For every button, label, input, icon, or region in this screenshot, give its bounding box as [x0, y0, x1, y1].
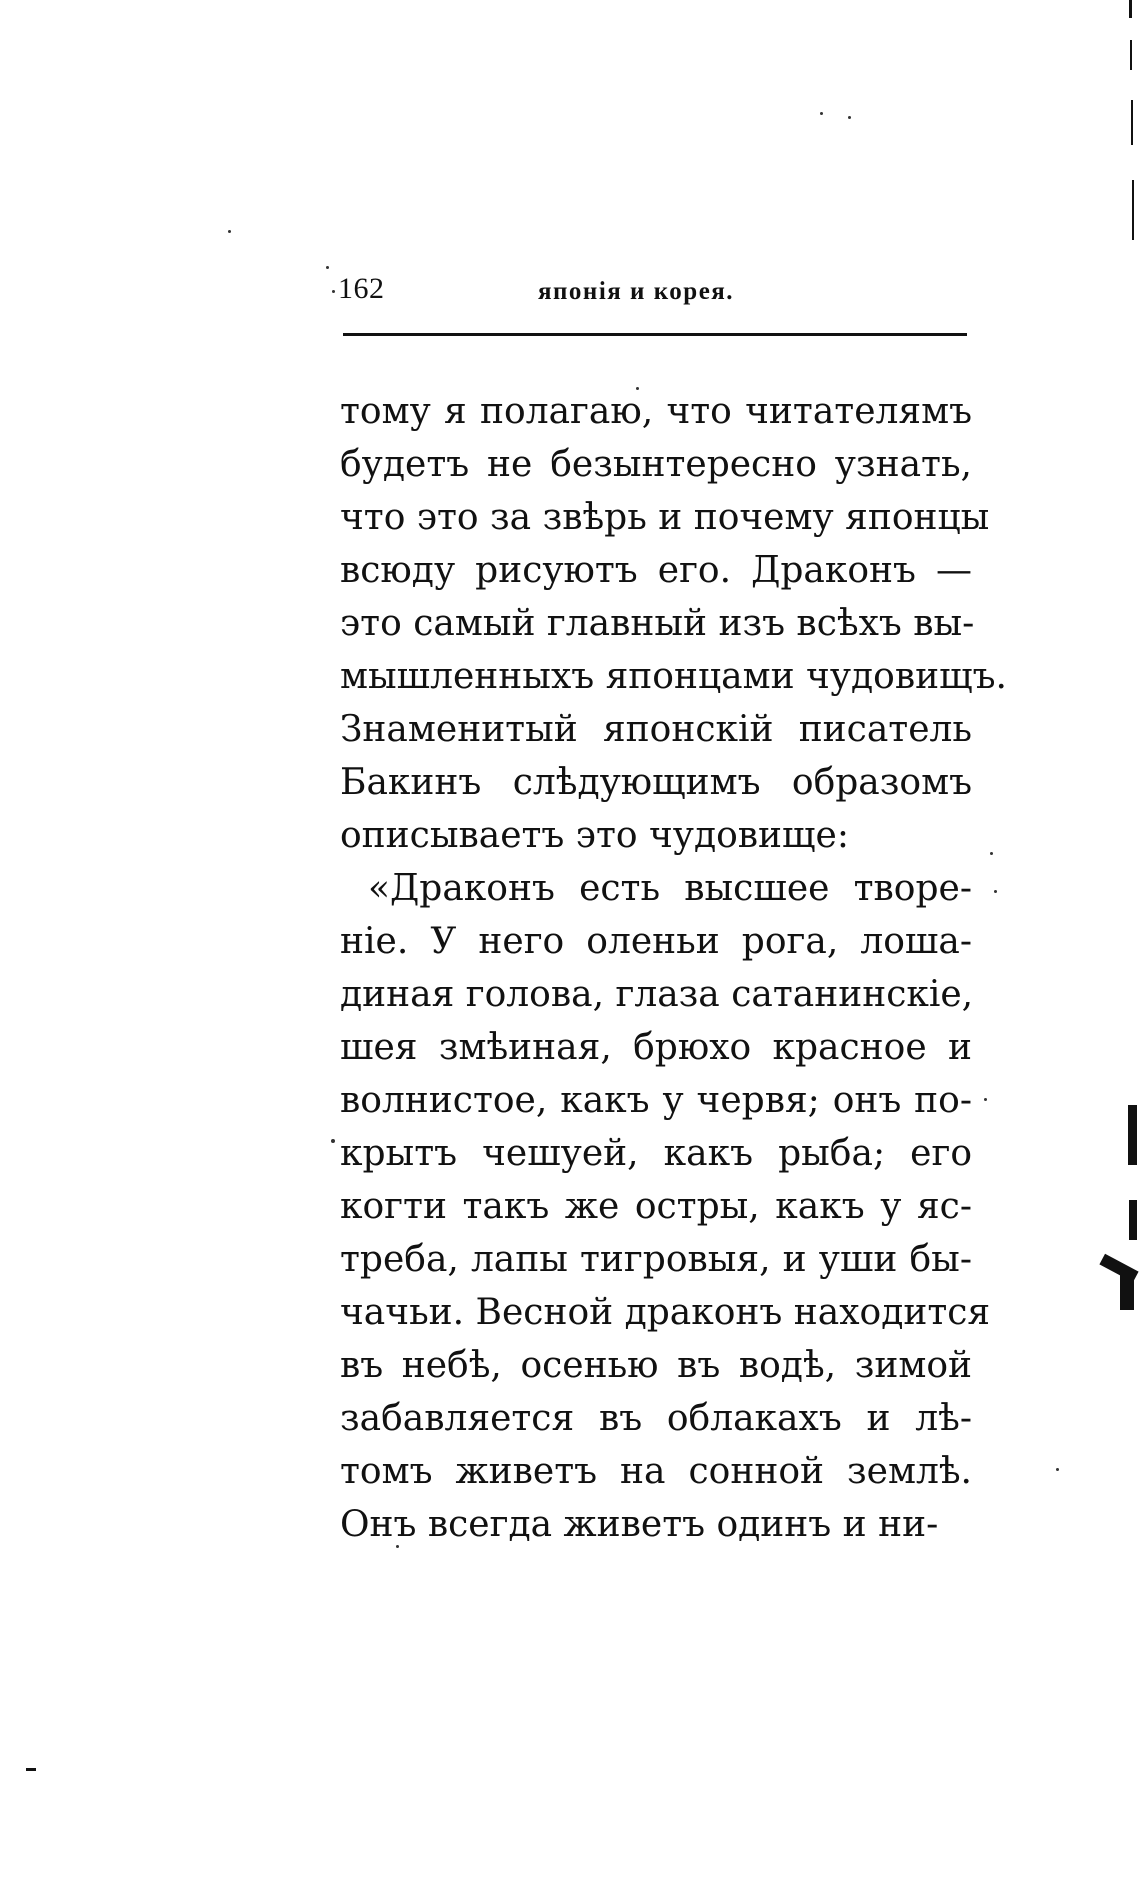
- text-line: будетъ не безынтересно узнать,: [340, 444, 972, 485]
- scan-speck: [994, 890, 997, 893]
- scan-edge-mark: [1120, 1270, 1134, 1310]
- text-line: Бакинъ слѣдующимъ образомъ: [340, 762, 972, 803]
- text-line: «Драконъ есть высшее творе-: [368, 868, 972, 909]
- scan-speck: [984, 1098, 987, 1101]
- text-line: забавляется въ облакахъ и лѣ-: [340, 1398, 972, 1439]
- header-rule: [343, 333, 967, 336]
- scan-edge-mark: [1130, 40, 1132, 70]
- text-line: Знаменитый японскій писатель: [340, 709, 972, 750]
- text-line: мышленныхъ японцами чудовищъ.: [340, 656, 1007, 697]
- scan-speck: [1056, 1468, 1059, 1471]
- text-line: что это за звѣрь и почему японцы: [340, 497, 990, 538]
- text-line: Онъ всегда живетъ одинъ и ни-: [340, 1504, 939, 1545]
- paragraph: [340, 862, 991, 1551]
- text-line: въ небѣ, осенью въ водѣ, зимой: [340, 1345, 972, 1386]
- page-number: 162: [338, 272, 385, 305]
- scan-speck: [332, 290, 335, 293]
- text-line: шея змѣиная, брюхо красное и: [340, 1027, 972, 1068]
- scan-edge-mark: [1131, 100, 1133, 145]
- scan-speck: [396, 1545, 399, 1548]
- scan-edge-mark: [1129, 1200, 1137, 1240]
- text-line: описываетъ это чудовище:: [340, 815, 849, 856]
- scan-edge-mark: [1128, 1105, 1137, 1165]
- text-line: это самый главный изъ всѣхъ вы-: [340, 603, 975, 644]
- scan-speck: [636, 387, 639, 390]
- scan-speck: [228, 230, 231, 233]
- text-line: томъ живетъ на сонной землѣ.: [340, 1451, 972, 1492]
- text-line: ніе. У него оленьи рога, лоша-: [340, 921, 972, 962]
- running-title: японія и корея.: [538, 278, 735, 305]
- scan-edge-mark: [1132, 180, 1134, 240]
- scan-edge-mark: [26, 1768, 36, 1771]
- text-line: всюду рисуютъ его. Драконъ —: [340, 550, 972, 591]
- paragraph: [340, 385, 1007, 862]
- text-line: диная голова, глаза сатанинскіе,: [340, 974, 974, 1015]
- text-line: тому я полагаю, что читателямъ: [340, 391, 972, 432]
- text-line: крытъ чешуей, какъ рыба; его: [340, 1133, 972, 1174]
- scan-speck: [820, 112, 823, 115]
- scan-speck: [331, 1139, 335, 1143]
- scan-speck: [990, 852, 993, 855]
- text-line: треба, лапы тигровыя, и уши бы-: [340, 1239, 972, 1280]
- scan-edge-mark: [1129, 0, 1132, 18]
- scan-speck: [848, 116, 851, 119]
- scan-speck: [326, 266, 329, 269]
- text-line: чачьи. Весной драконъ находится: [340, 1292, 991, 1333]
- page-header: [338, 262, 968, 312]
- text-line: волнистое, какъ у червя; онъ по-: [340, 1080, 972, 1121]
- text-line: когти такъ же остры, какъ у яс-: [340, 1186, 972, 1227]
- body-text: [340, 385, 1007, 1551]
